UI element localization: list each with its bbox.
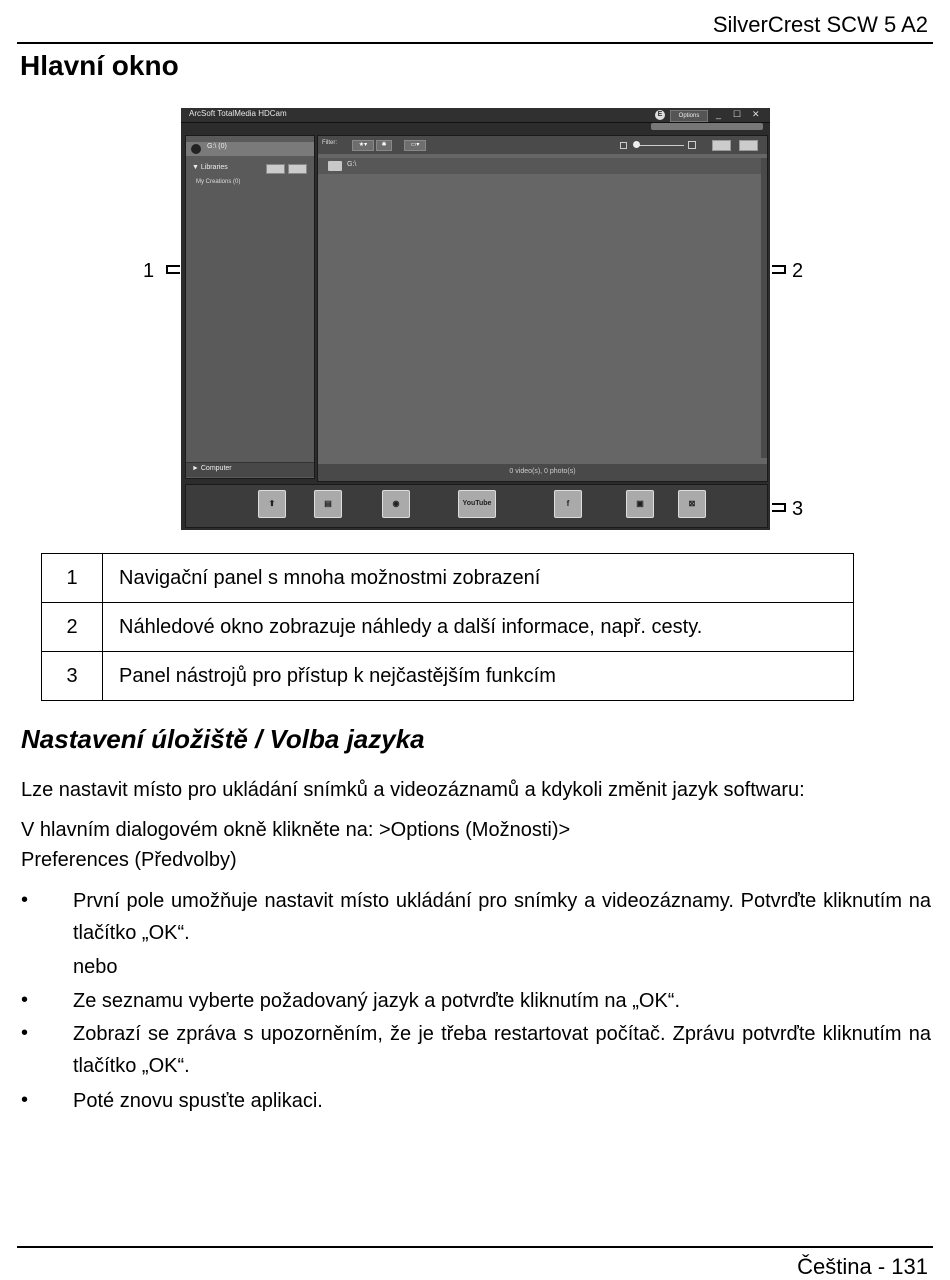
section-heading-storage: Nastavení úložiště / Volba jazyka: [21, 724, 425, 754]
navigation-panel: [185, 135, 315, 479]
legend-table: [41, 553, 854, 701]
photo-icon: ▣: [626, 490, 654, 518]
window-title: ArcSoft TotalMedia HDCam: [189, 109, 287, 118]
callout-1-bracket: [166, 265, 180, 274]
bullet-icon: •: [21, 1089, 29, 1111]
drive-row: [186, 142, 314, 156]
zoom-large-icon: [688, 141, 696, 149]
libraries-row: [186, 163, 314, 175]
legend-text: Panel nástrojů pro přístup k nejčastějším funkcím: [103, 652, 854, 701]
legend-number: 3: [42, 652, 103, 701]
path-bar: [318, 158, 761, 174]
legend-number: 2: [42, 603, 103, 652]
list-view-icon: [739, 140, 758, 151]
callout-3-label: 3: [792, 498, 804, 520]
youtube-icon: YouTube: [458, 490, 496, 518]
software-screenshot: [181, 108, 770, 530]
list-item: Ze seznamu vyberte požadovaný jazyk a potvrďte kliknutím na „OK“.: [73, 990, 681, 1012]
drive-icon: [191, 144, 201, 154]
library-camera-icon: [288, 164, 307, 174]
instruction-line-2: Preferences (Předvolby): [21, 849, 237, 871]
callout-2-bracket: [772, 265, 786, 274]
close-icon: ✕: [752, 109, 760, 119]
tool-panel: [185, 484, 768, 528]
drive-label: G:\ (0): [207, 143, 227, 150]
filter-star-button: ★▾: [352, 140, 374, 151]
options-circle-icon: E: [655, 110, 665, 120]
library-add-icon: [266, 164, 285, 174]
film-icon: ▤: [314, 490, 342, 518]
page-number: Čeština - 131: [797, 1254, 928, 1279]
status-bar: [318, 464, 767, 481]
bullet-icon: •: [21, 1022, 29, 1044]
bullet-icon: •: [21, 989, 29, 1011]
zoom-slider-track: [634, 145, 684, 146]
or-text: nebo: [73, 956, 118, 978]
header-rule: [17, 42, 933, 44]
upload-icon: ⬆: [258, 490, 286, 518]
preview-window: [317, 135, 768, 482]
filter-media-button: ▭▾: [404, 140, 426, 151]
status-text: 0 video(s), 0 photo(s): [509, 468, 576, 475]
minimize-icon: _: [716, 109, 722, 119]
section-heading: Hlavní okno: [20, 50, 179, 81]
header-title: SilverCrest SCW 5 A2: [712, 12, 928, 37]
table-row: [42, 652, 854, 701]
table-row: [42, 554, 854, 603]
callout-2-label: 2: [792, 260, 804, 282]
zoom-small-icon: [620, 142, 627, 149]
footer-rule: [17, 1246, 933, 1248]
disc-icon: ◉: [382, 490, 410, 518]
filter-label: Filter:: [322, 140, 337, 146]
legend-text: Náhledové okno zobrazuje náhledy a další informace, např. cesty.: [103, 603, 854, 652]
folder-icon: [328, 161, 342, 171]
thumbnail-view-icon: [712, 140, 731, 151]
path-label: G:\: [347, 161, 357, 168]
print-icon: ⊠: [678, 490, 706, 518]
computer-row: [186, 462, 314, 477]
scrollbar: [761, 158, 767, 458]
computer-label: ► Computer: [192, 465, 232, 472]
bullet-icon: •: [21, 889, 29, 911]
legend-number: 1: [42, 554, 103, 603]
libraries-label: ▼ Libraries: [192, 164, 228, 171]
maximize-icon: ☐: [733, 109, 742, 119]
facebook-icon: f: [554, 490, 582, 518]
callout-1-label: 1: [143, 260, 155, 282]
callout-3-bracket: [772, 503, 786, 512]
my-creations-item: My Creations (0): [196, 179, 241, 185]
legend-text: Navigační panel s mnoha možnostmi zobrazení: [103, 554, 854, 603]
search-bar: [651, 123, 763, 130]
list-item: Poté znovu spusťte aplikaci.: [73, 1090, 323, 1112]
filter-effect-button: ✱: [376, 140, 392, 151]
filter-bar: [318, 136, 767, 154]
options-button: Options: [670, 110, 708, 122]
table-row: [42, 603, 854, 652]
list-item: První pole umožňuje nastavit místo ukládání pro snímky a videozáznamy. Potvrďte kliknutím na tlačítko „OK“.: [73, 890, 931, 944]
list-item: Zobrazí se zpráva s upozorněním, že je třeba restartovat počítač. Zprávu potvrďte kliknutím na tlačítko „OK“.: [73, 1023, 931, 1077]
window-titlebar: [181, 108, 770, 123]
instruction-line-1: V hlavním dialogovém okně klikněte na: >Options (Možnosti)>: [21, 819, 571, 841]
intro-text: Lze nastavit místo pro ukládání snímků a videozáznamů a kdykoli změnit jazyk softwaru:: [21, 779, 805, 801]
zoom-slider-knob: [633, 141, 640, 148]
